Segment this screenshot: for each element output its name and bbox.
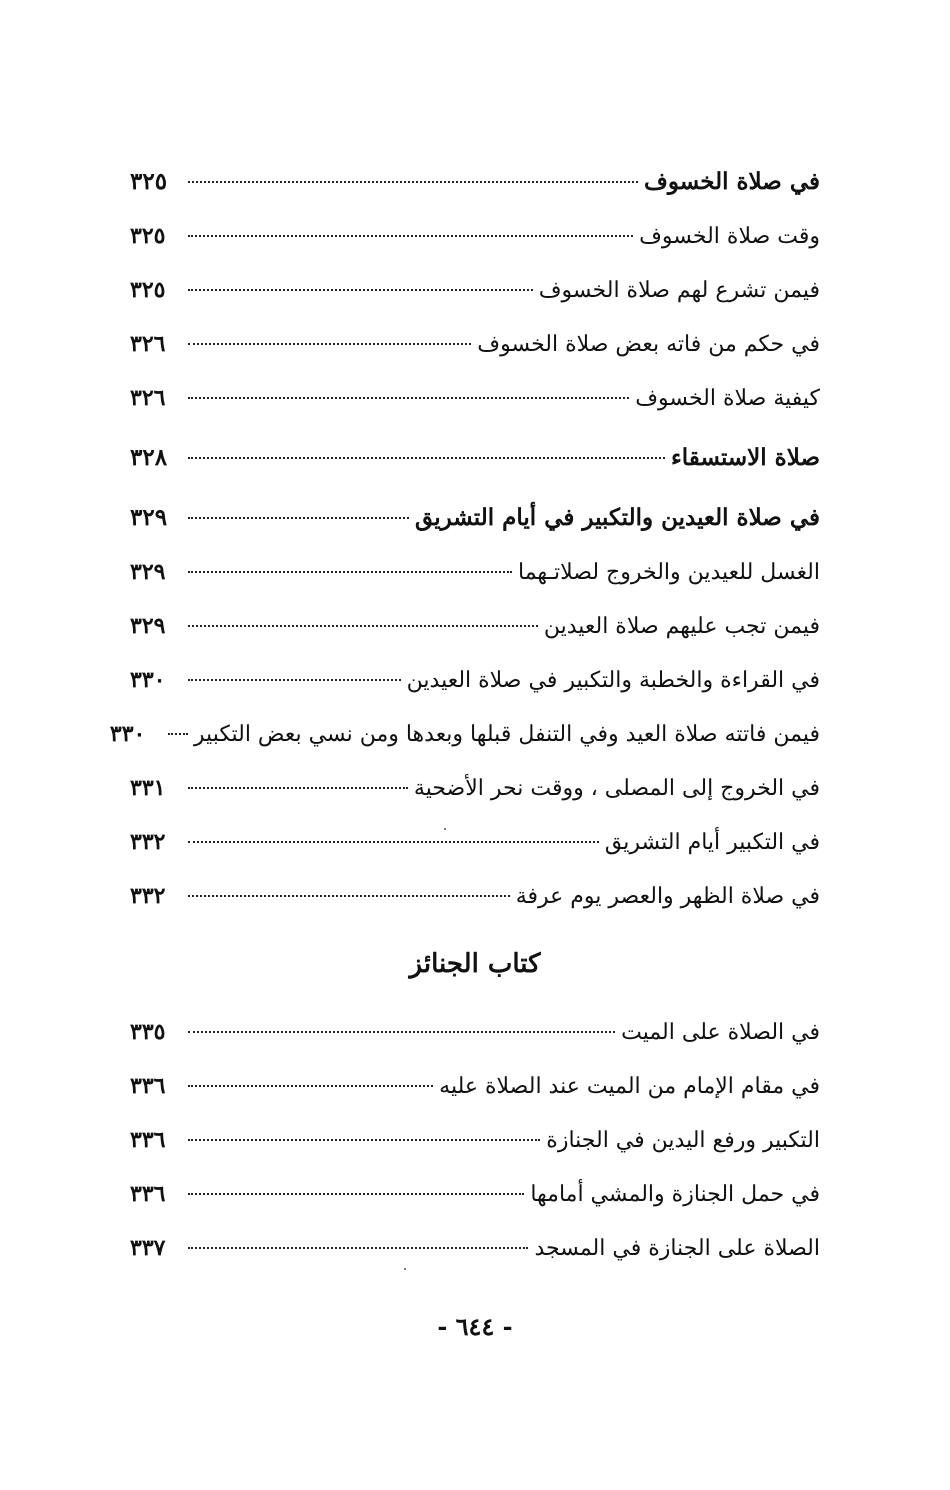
toc-entry-page: ٣٢٦ bbox=[130, 331, 166, 357]
toc-entry bbox=[130, 1005, 820, 1059]
toc-entry-title: في مقام الإمام من الميت عند الصلاة عليه bbox=[439, 1074, 820, 1099]
toc-entry bbox=[130, 431, 820, 485]
dot-leader bbox=[188, 841, 599, 843]
section-heading: كتاب الجنائز bbox=[409, 949, 541, 979]
toc-entry bbox=[130, 1113, 820, 1167]
toc-entry-page: ٣٣٦ bbox=[130, 1127, 166, 1153]
toc-group-rain-prayer bbox=[130, 431, 820, 485]
dot-leader bbox=[188, 457, 665, 459]
dot-leader bbox=[188, 787, 408, 789]
toc-entry-page: ٣٣٠ bbox=[130, 667, 166, 693]
toc-entry bbox=[109, 707, 820, 761]
toc-entry-title: فيمن فاتته صلاة العيد وفي التنفل قبلها وبعدها ومن نسي بعض التكبير bbox=[193, 722, 820, 747]
toc-entry-title: في التكبير أيام التشريق bbox=[604, 830, 820, 855]
toc-entry-page: ٣٣٠ bbox=[109, 721, 146, 747]
toc-group-eclipse bbox=[130, 155, 820, 425]
toc-entry-page: ٣٣٧ bbox=[130, 1235, 166, 1261]
toc-entry bbox=[130, 599, 820, 653]
dot-leader bbox=[188, 571, 512, 573]
toc-entry-page: ٣٢٩ bbox=[130, 504, 168, 531]
toc-entry-title: الغسل للعيدين والخروج لصلاتـهما bbox=[518, 560, 820, 585]
toc-entry bbox=[130, 317, 820, 371]
toc-entry-page: ٣٣٥ bbox=[130, 1019, 166, 1045]
dot-leader bbox=[188, 1031, 615, 1033]
speck-mark bbox=[444, 828, 446, 830]
toc-entry-page: ٣٢٦ bbox=[130, 385, 166, 411]
toc-entry-title: في صلاة الخسوف bbox=[644, 168, 820, 195]
table-of-contents bbox=[109, 155, 820, 1275]
toc-entry bbox=[130, 815, 820, 869]
toc-group-eid bbox=[109, 491, 820, 923]
dot-leader bbox=[188, 1247, 528, 1249]
dot-leader bbox=[188, 181, 638, 183]
toc-entry bbox=[130, 1167, 820, 1221]
dot-leader bbox=[188, 343, 471, 345]
toc-entry-page: ٣٢٥ bbox=[130, 168, 168, 195]
page-number: - ٦٤٤ - bbox=[437, 1312, 513, 1341]
toc-entry-title: كيفية صلاة الخسوف bbox=[635, 386, 820, 411]
toc-entry-title: وقت صلاة الخسوف bbox=[639, 224, 820, 249]
dot-leader bbox=[188, 1139, 540, 1141]
toc-entry bbox=[130, 1059, 820, 1113]
dot-leader bbox=[188, 517, 409, 519]
toc-entry-page: ٣٣٦ bbox=[130, 1181, 166, 1207]
dot-leader bbox=[188, 895, 510, 897]
toc-entry-page: ٣٣٢ bbox=[130, 883, 166, 909]
dot-leader bbox=[188, 235, 633, 237]
toc-group-funerals bbox=[130, 1005, 820, 1275]
toc-entry-page: ٣٣٦ bbox=[130, 1073, 166, 1099]
toc-entry-title: في القراءة والخطبة والتكبير في صلاة العيدين bbox=[406, 668, 820, 693]
dot-leader bbox=[188, 1085, 433, 1087]
toc-entry bbox=[130, 869, 820, 923]
dot-leader bbox=[188, 679, 401, 681]
toc-entry bbox=[130, 653, 820, 707]
toc-entry bbox=[130, 371, 820, 425]
toc-entry bbox=[130, 491, 820, 545]
toc-entry-title: في الخروج إلى المصلى ، ووقت نحر الأضحية bbox=[413, 776, 820, 801]
dot-leader bbox=[188, 625, 538, 627]
toc-entry-page: ٣٣١ bbox=[130, 775, 166, 801]
toc-entry-page: ٣٣٢ bbox=[130, 829, 166, 855]
toc-entry bbox=[130, 761, 820, 815]
toc-entry-title: الصلاة على الجنازة في المسجد bbox=[534, 1236, 820, 1261]
toc-entry-title: في الصلاة على الميت bbox=[621, 1020, 820, 1045]
toc-entry-page: ٣٢٥ bbox=[130, 223, 166, 249]
toc-entry-page: ٣٢٩ bbox=[130, 613, 166, 639]
toc-entry-title: فيمن تشرع لهم صلاة الخسوف bbox=[538, 278, 820, 303]
dot-leader bbox=[168, 733, 188, 735]
toc-entry-title: صلاة الاستسقاء bbox=[670, 444, 820, 471]
speck-mark bbox=[404, 1268, 406, 1270]
toc-entry-title: في حكم من فاته بعض صلاة الخسوف bbox=[477, 332, 820, 357]
toc-entry-title: في حمل الجنازة والمشي أمامها bbox=[530, 1182, 820, 1207]
toc-entry bbox=[130, 209, 820, 263]
dot-leader bbox=[188, 289, 533, 291]
toc-entry-title: في صلاة الظهر والعصر يوم عرفة bbox=[515, 884, 820, 909]
toc-entry bbox=[130, 155, 820, 209]
toc-entry bbox=[130, 1221, 820, 1275]
toc-entry bbox=[130, 263, 820, 317]
toc-entry bbox=[130, 545, 820, 599]
toc-entry-title: في صلاة العيدين والتكبير في أيام التشريق bbox=[415, 504, 820, 531]
dot-leader bbox=[188, 1193, 524, 1195]
dot-leader bbox=[188, 397, 629, 399]
toc-entry-title: فيمن تجب عليهم صلاة العيدين bbox=[543, 614, 820, 639]
toc-entry-page: ٣٢٥ bbox=[130, 277, 166, 303]
toc-entry-title: التكبير ورفع اليدين في الجنازة bbox=[546, 1128, 820, 1153]
toc-entry-page: ٣٢٩ bbox=[130, 559, 166, 585]
toc-entry-page: ٣٢٨ bbox=[130, 444, 168, 471]
